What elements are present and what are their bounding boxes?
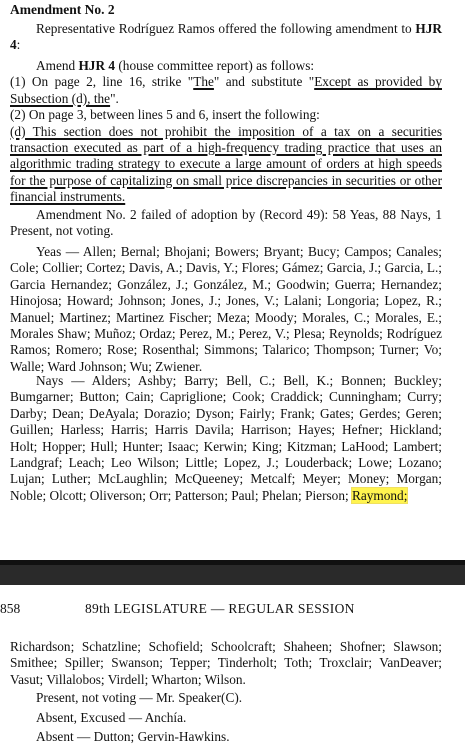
absent: Absent — Dutton; Gervin-Hawkins. <box>36 729 230 744</box>
inserted-text: (d) This section does not prohibit the imposition of a tax on a securities transaction executed as part of a high-frequency trading practice that uses an algorithmic trading strategy to execute a large amount of orders at high speeds for the purpose of capitalizing on small price discrepancies in securities or other financial instruments. <box>10 123 442 205</box>
page-break-strip <box>0 560 465 565</box>
amend-item-2: (2) On page 3, between lines 5 and 6, insert the following: <box>10 107 320 123</box>
amendment-heading: Amendment No. 2 <box>10 2 115 17</box>
highlighted-name: Raymond; <box>352 487 408 503</box>
bill-reference: HJR 4 <box>78 58 116 73</box>
present-not-voting: Present, not voting — Mr. Speaker(C). <box>36 690 243 705</box>
amend-instruction: Amend HJR 4 (house committee report) as follows: (1) On page 2, line 16, strike "The" and substitute "Except as provided by Subsection (d), the". (2) On page 3, between lines 5 and 6, insert the following: (d) This section does not prohibit the imposition of a tax on a securities transaction executed as part of a high-frequency trading practice that uses an algorithmic trading strategy to execute a large amount of orders at high speeds for the purpose of capitalizing on small price discrepancies in securities or other financial instruments. <box>10 58 442 205</box>
nays-list: Nays — Alders; Ashby; Barry; Bell, C.; Bell, K.; Bonnen; Buckley; Bumgarner; Button; Cain; Capriglione; Cook; Craddick; Cunningham; Curry; Darby; Dean; DeAyala; Dorazio; Dyson; Fairly; Frank; Gates; Gerdes; Geren; Guillen; Harless; Harris; Harris Davila; Harrison; Hayes; Hefner; Hickland; Holt; Hopper; Hull; Hunter; Isaac; Kerwin; King; Kitzman; LaHood; Lambert; Landgraf; Leach; Leo Wilson; Little; Lopez, J.; Louderback; Lowe; Lozano; Lujan; Luther; McLaughlin; McQueeney; Metcalf; Meyer; Money; Morgan; Noble; Olcott; Oliverson; Orr; Patterson; Paul; Phelan; Pierson; Raymond; <box>10 373 442 503</box>
amendment-intro: Representative Rodríguez Ramos offered the following amendment to HJR 4: <box>10 21 442 53</box>
page-number: 858 <box>0 601 21 616</box>
yeas-list: Yeas — Allen; Bernal; Bhojani; Bowers; Bryant; Bucy; Campos; Canales; Cole; Collier; Cortez; Davis, A.; Davis, Y.; Flores; Gámez; Garcia, J.; Garcia, L.; Garcia Hernandez; González, J.; González, M.; Goodwin; Guerra; Hernandez; Hinojosa; Howard; Johnson; Jones, J.; Jones, V.; Lalani; Longoria; Lopez, R.; Manuel; Martinez; Martinez Fischer; Meza; Moody; Morales, C.; Morales, E.; Morales Shaw; Muñoz; Ordaz; Perez, M.; Perez, V.; Plesa; Reynolds; Rodríguez Ramos; Romero; Rose; Rosenthal; Simmons; Talarico; Thompson; Turner; Vo; Walle; Ward Johnson; Wu; Zwiener. <box>10 244 442 374</box>
vote-result: Amendment No. 2 failed of adoption by (Record 49): 58 Yeas, 88 Nays, 1 Present, not voting. <box>10 207 442 239</box>
page-header <box>0 601 465 619</box>
bill-reference: HJR 4 <box>10 21 442 53</box>
absent-excused: Absent, Excused — Anchía. <box>36 710 187 725</box>
session-title: 89th LEGISLATURE — REGULAR SESSION <box>85 601 355 616</box>
nays-continued: Richardson; Schatzline; Schofield; Schoolcraft; Shaheen; Shofner; Slawson; Smithee; Spiller; Swanson; Tepper; Tinderholt; Toth; Troxclair; VanDeaver; Vasut; Villalobos; Virdell; Wharton; Wilson. <box>10 639 442 687</box>
amend-item-1: (1) On page 2, line 16, strike "The" and substitute "Except as provided by Subsection (d), the". <box>10 74 442 106</box>
page-break-band <box>0 560 465 585</box>
struck-text: The <box>193 74 214 90</box>
journal-page-bottom <box>0 585 465 747</box>
substituted-text: Except as provided by Subsection (d), the <box>10 74 442 106</box>
